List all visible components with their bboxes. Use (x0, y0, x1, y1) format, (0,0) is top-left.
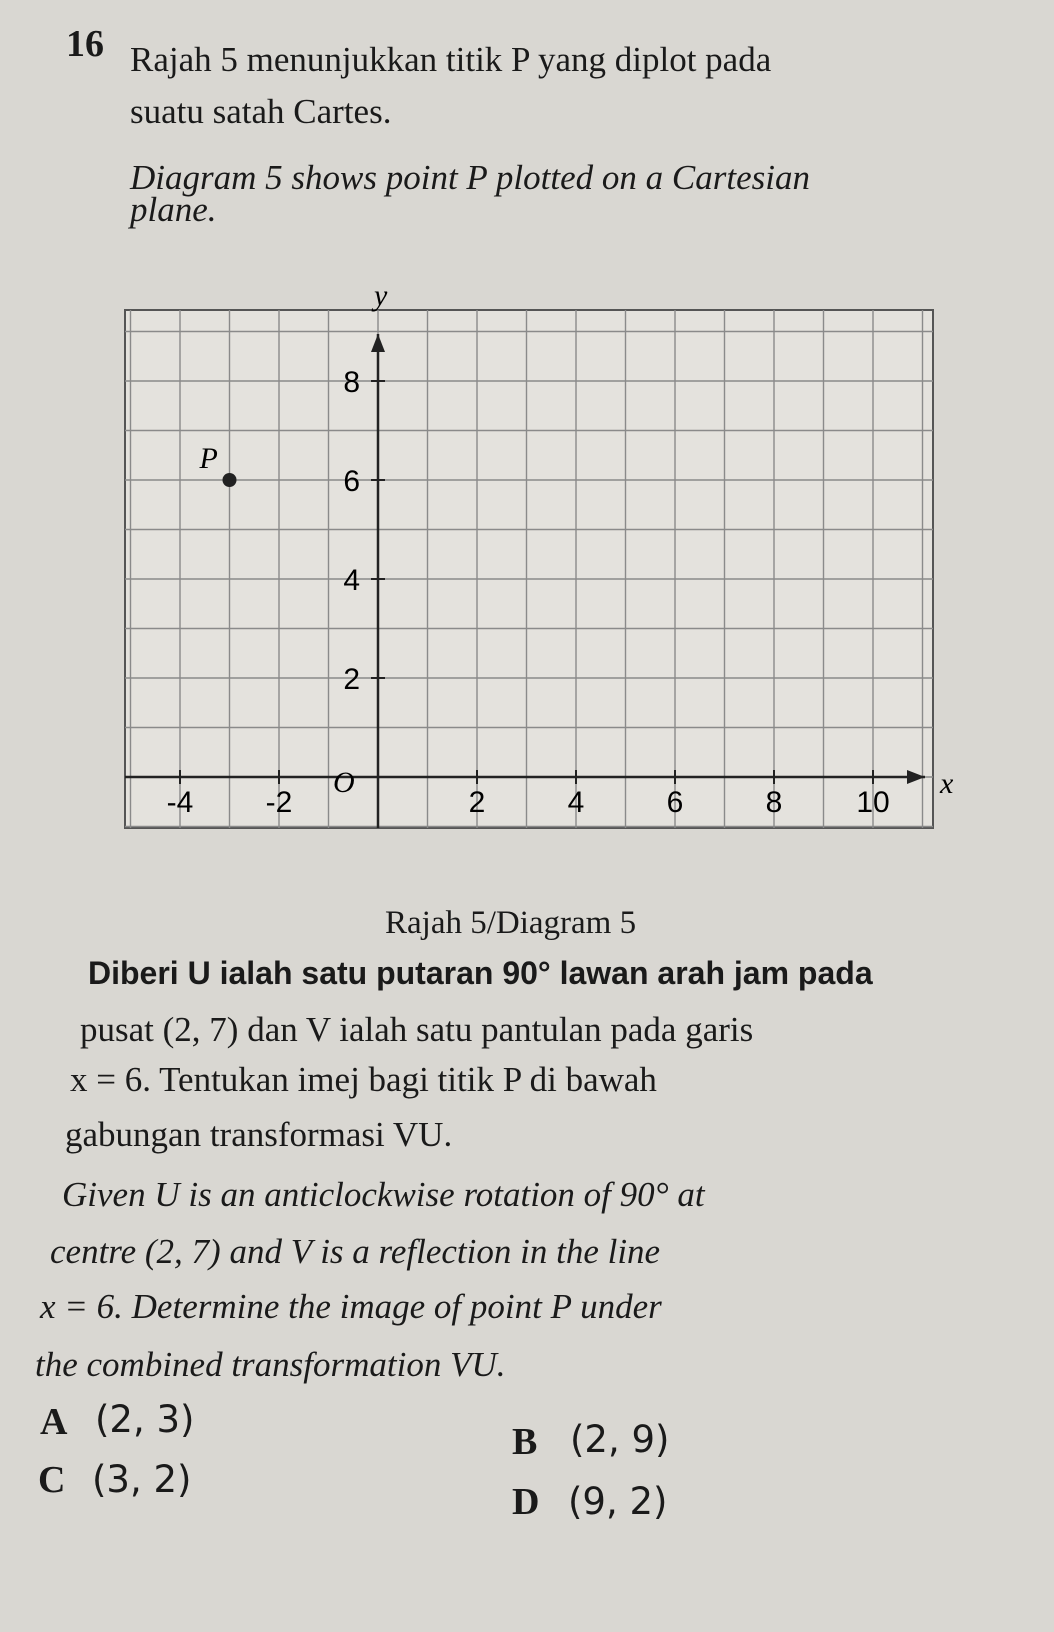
y-tick-label: 4 (343, 564, 360, 597)
option-c-value[interactable]: (3, 2) (92, 1458, 192, 1501)
x-tick-label: 4 (567, 786, 585, 819)
x-tick-label: 8 (765, 786, 783, 819)
english-intro-line-2: plane. (130, 190, 217, 229)
x-tick-label: 10 (856, 786, 890, 819)
x-tick-label: 2 (468, 786, 486, 819)
option-d-letter: D (512, 1481, 540, 1523)
malay-body-line-1: Diberi U ialah satu putaran 90° lawan arah jam pada (88, 955, 873, 991)
origin-label: O (333, 766, 355, 799)
malay-intro-line-2: suatu satah Cartes. (130, 92, 392, 131)
english-body-line-2: centre (2, 7) and V is a reflection in the line (50, 1232, 661, 1271)
english-intro-line-1: Diagram 5 shows point P plotted on a Cartesian (130, 158, 810, 197)
grid-frame (125, 310, 933, 828)
malay-body-line-3: x = 6. Tentukan imej bagi titik P di bawah (70, 1060, 657, 1099)
english-body-line-1: Given U is an anticlockwise rotation of 90° at (62, 1175, 705, 1214)
malay-body-line-2: pusat (2, 7) dan V ialah satu pantulan pada garis (80, 1010, 754, 1049)
x-tick-label: -2 (265, 786, 293, 819)
malay-body-line-4: gabungan transformasi VU. (65, 1115, 453, 1154)
option-c-letter: C (38, 1459, 66, 1501)
english-body-line-3: x = 6. Determine the image of point P under (40, 1287, 662, 1326)
option-a-value[interactable]: (2, 3) (95, 1398, 195, 1441)
x-axis-label: x (940, 767, 954, 800)
x-tick-label: 6 (666, 786, 684, 819)
y-tick-label: 8 (343, 366, 360, 399)
y-axis-label: y (374, 279, 388, 312)
point-p-marker (223, 473, 237, 487)
question-number: 16 (66, 23, 104, 65)
point-p-label: P (199, 442, 218, 475)
english-body-line-4: the combined transformation VU. (35, 1345, 506, 1384)
option-b-value[interactable]: (2, 9) (570, 1418, 670, 1461)
malay-intro-line-1: Rajah 5 menunjukkan titik P yang diplot pada (130, 40, 772, 79)
option-b-letter: B (512, 1421, 538, 1463)
x-tick-label: -4 (166, 786, 194, 819)
y-tick-label: 6 (343, 465, 360, 498)
diagram-caption: Rajah 5/Diagram 5 (385, 905, 637, 941)
option-d-value[interactable]: (9, 2) (568, 1480, 668, 1523)
option-a-letter: A (40, 1401, 68, 1443)
y-tick-label: 2 (343, 663, 360, 696)
